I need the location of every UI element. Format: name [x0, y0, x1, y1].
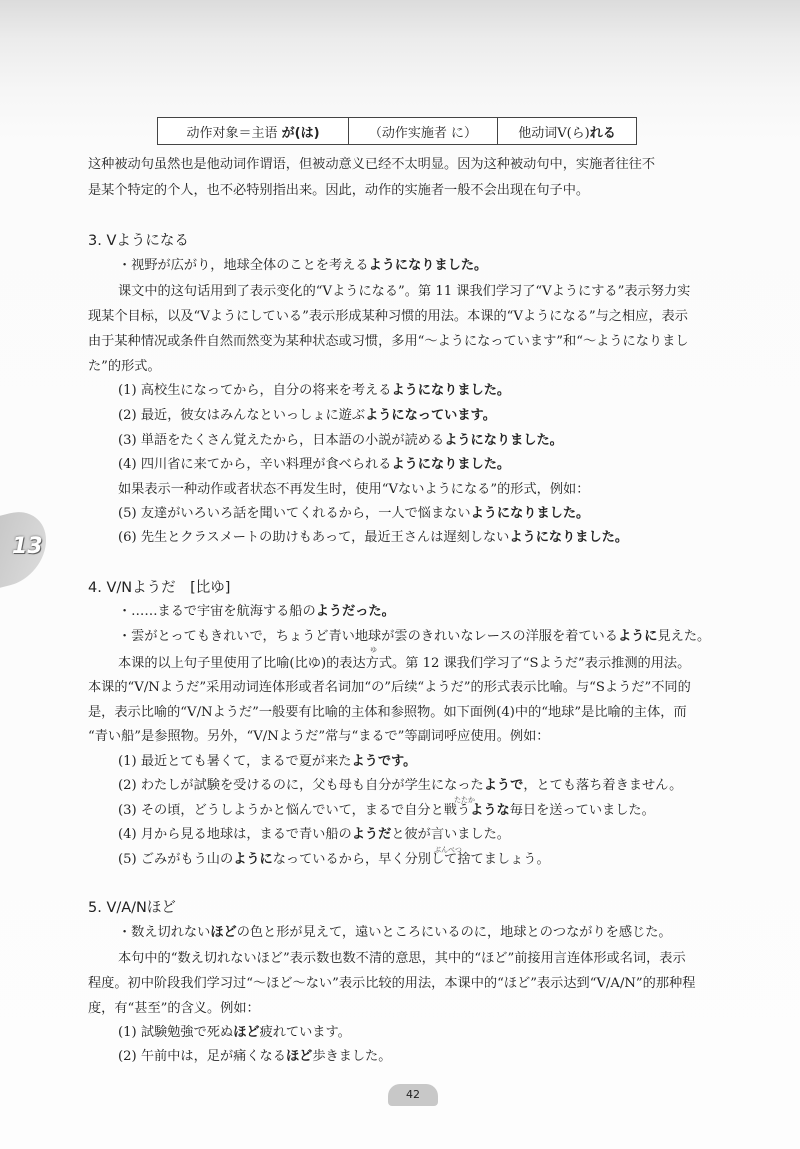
formula-cell-verb: 他动词V(ら)れる: [498, 118, 637, 145]
furigana: たたか: [454, 796, 475, 804]
list-item: (5) ごみがもう山のようになっているから，早く分別して捨てましょう。: [118, 852, 550, 867]
example-sentence: ・雲がとってもきれいで，ちょうど青い地球が雲のきれいなレースの洋服を着ているように見えた。: [118, 629, 711, 644]
example-sentence: ・视野が広がり，地球全体のことを考えるようになりました。: [118, 258, 488, 273]
intro-line: 是某个特定的个人，也不必特别指出来。因此，动作的实施者一般不会出现在句子中。: [88, 183, 590, 198]
list-item: (1) 試験勉強で死ぬほど疲れています。: [118, 1025, 351, 1040]
section-heading: 3. Vようになる: [88, 233, 189, 249]
list-item: (5) 友達がいろいろ話を聞いてくれるから，一人で悩まないようになりました。: [118, 506, 590, 521]
explain-line: 本句中的“数え切れないほど”表示数也数不清的意思，其中的“ほど”前接用言连体形或名词，表示: [118, 951, 686, 966]
list-item: (1) 高校生になってから，自分の将来を考えるようになりました。: [118, 383, 511, 398]
example-sentence: ・数え切れないほどの色と形が見えて，遠いところにいるのに，地球とのつながりを感じた。: [118, 925, 672, 940]
explain-line: 是，表示比喻的“V/Nようだ”一般要有比喻的主体和参照物。如下面例(4)中的“地球”是比喻的主体，而: [88, 705, 687, 720]
list-item: (6) 先生とクラスメートの助けもあって，最近王さんは遅刻しないようになりました。: [118, 530, 629, 545]
list-item: (4) 四川省に来てから，辛い料理が食べられるようになりました。: [118, 457, 511, 472]
explain-line: “青い船”是参照物。另外，“V/Nようだ”常与“まるで”等副词呼应使用。例如：: [88, 729, 550, 744]
explain-line: 本课的以上句子里使用了比喻(比ゆ)的表达方式。第 12 课我们学习了“Sようだ”表示推测的用法。: [118, 656, 691, 671]
furigana: ぶんべつ: [434, 846, 462, 854]
list-item: (4) 月から見る地球は，まるで青い船のようだと彼が言いました。: [118, 827, 510, 842]
list-item: (3) その頃，どうしようかと悩んでいて，まるで自分と戦うような毎日を送っていました。: [118, 803, 655, 818]
intro-line: 这种被动句虽然也是他动词作谓语，但被动意义已经不太明显。因为这种被动句中，实施者往往不: [88, 157, 656, 172]
example-sentence: ・……まるで宇宙を航海する船のようだった。: [118, 604, 395, 619]
explain-line: 课文中的这句话用到了表示变化的“Vようになる”。第 11 课我们学习了“Vようにする”表示努力实: [118, 284, 691, 299]
page-number: 42: [388, 1084, 438, 1106]
list-item: (2) 最近，彼女はみんなといっしょに遊ぶようになっています。: [118, 408, 496, 423]
note-line: 如果表示一种动作或者状态不再发生时，使用“Vないようになる”的形式，例如：: [118, 482, 590, 497]
explain-line: 现某个目标，以及“Vようにしている”表示形成某种习惯的用法。本课的“Vようになる”与之相应，表示: [88, 309, 688, 324]
furigana: ゆ: [370, 646, 377, 654]
passive-formula-table: [157, 117, 637, 145]
section-heading: 4. V/Nようだ [比ゆ]: [88, 580, 231, 596]
list-item: (3) 単語をたくさん覚えたから，日本語の小説が読めるようになりました。: [118, 433, 563, 448]
list-item: (2) わたしが試験を受けるのに，父も母も自分が学生になったようで，とても落ち着きません。: [118, 778, 683, 793]
list-item: (1) 最近とても暑くて，まるで夏が来たようです。: [118, 754, 417, 769]
list-item: (2) 午前中は，足が痛くなるほど歩きました。: [118, 1049, 392, 1064]
chapter-number: 13: [12, 534, 43, 559]
explain-line: 本课的“V/Nようだ”采用动词连体形或者名词加“の”后续“ようだ”的形式表示比喻。与“Sようだ”不同的: [88, 680, 691, 695]
section-heading: 5. V/A/Nほど: [88, 900, 176, 916]
explain-line: 度，有“甚至”的含义。例如：: [88, 1001, 260, 1016]
explain-line: 程度。初中阶段我们学习过“～ほど～ない”表示比较的用法，本课中的“ほど”表示达到“V/A/N”的那种程: [88, 976, 696, 991]
explain-line: た”的形式。: [88, 359, 161, 374]
explain-line: 由于某种情况或条件自然而然变为某种状态或习惯，多用“～ようになっています”和“～ようになりまし: [88, 334, 689, 349]
formula-cell-agent: （动作实施者 に）: [349, 118, 498, 145]
formula-cell-subject: 动作对象＝主语 が(は): [158, 118, 349, 145]
